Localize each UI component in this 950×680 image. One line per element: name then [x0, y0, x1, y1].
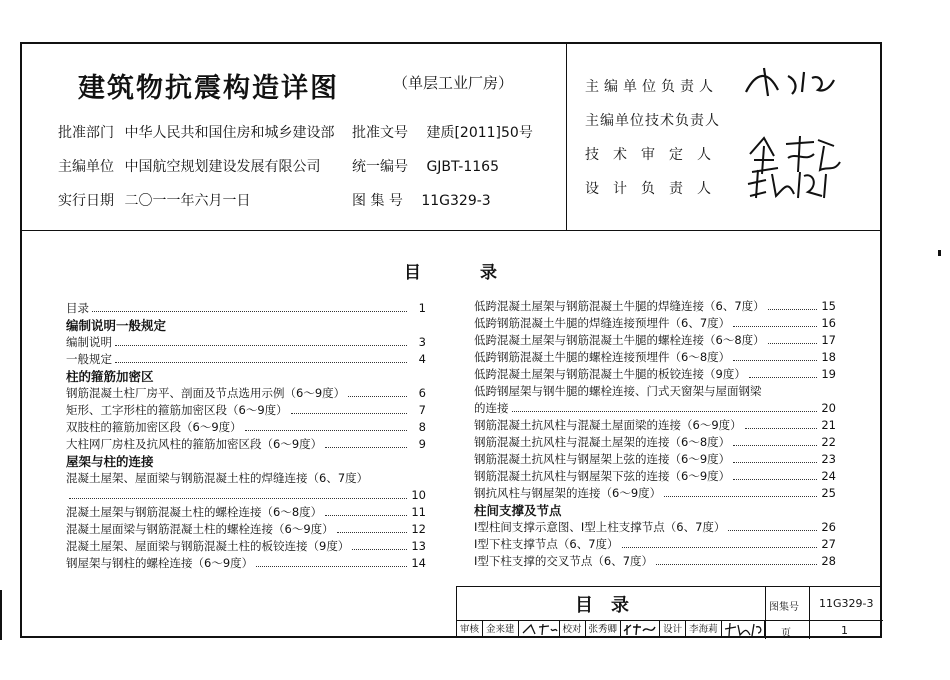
reviewer-signature — [519, 621, 560, 638]
toc-leader-dots — [337, 532, 407, 533]
unified-no-label: 统一编号 — [352, 159, 408, 175]
checker-signature — [621, 621, 660, 638]
toc-entry[interactable] — [474, 298, 836, 315]
toc-entry[interactable] — [474, 349, 836, 366]
title-block-atlas-label: 图集号 — [769, 602, 799, 613]
toc-leader-dots — [325, 515, 407, 516]
toc-page-number: 10 — [411, 488, 426, 502]
toc-entry-title: 钢筋混凝土抗风柱与混凝土屋架的连接（6～8度） — [474, 435, 731, 449]
scan-mark — [938, 250, 941, 256]
toc-leader-dots — [256, 566, 407, 567]
toc-section-heading: 柱间支撑及节点 — [474, 503, 562, 518]
toc-entry[interactable] — [474, 468, 836, 485]
toc-page-number: 17 — [821, 333, 836, 347]
toc-entry-title: I型下柱支撑节点（6、7度） — [474, 537, 619, 551]
toc-entry[interactable] — [474, 332, 836, 349]
toc-entry[interactable] — [474, 434, 836, 451]
toc-entry-title: 低跨混凝土屋架与钢筋混凝土牛腿的焊缝连接（6、7度） — [474, 299, 765, 313]
toc-leader-dots — [664, 496, 817, 497]
toc-leader-dots — [728, 530, 817, 531]
toc-leader-dots — [733, 479, 817, 480]
effective-date-row — [58, 190, 250, 210]
toc-page-number: 16 — [821, 316, 836, 330]
toc-right-column — [474, 298, 836, 570]
toc-entry[interactable] — [474, 366, 836, 383]
page-title: 建筑物抗震构造详图 — [78, 73, 339, 104]
title-block-signoff-row — [457, 621, 765, 638]
title-block-atlas-no: 11G329-3 — [819, 597, 874, 610]
toc-entry[interactable] — [474, 485, 836, 502]
toc-entry[interactable] — [474, 536, 836, 553]
toc-page-number: 20 — [821, 401, 836, 415]
toc-leader-dots — [69, 498, 407, 499]
toc-page-number: 15 — [821, 299, 836, 313]
toc-entry[interactable] — [66, 538, 426, 555]
toc-entry-title: 双肢柱的箍筋加密区段（6～9度） — [66, 420, 242, 434]
toc-page-number: 12 — [411, 522, 426, 536]
toc-page-number: 1 — [418, 301, 426, 315]
page-subtitle: （单层工业厂房） — [393, 74, 514, 92]
designer-signature — [722, 621, 765, 638]
toc-entry[interactable] — [66, 487, 426, 504]
approving-dept-label: 批准部门 — [58, 125, 114, 141]
toc-leader-dots — [768, 343, 817, 344]
toc-entry-title: 低跨混凝土屋架与钢筋混凝土牛腿的螺栓连接（6～8度） — [474, 333, 765, 347]
toc-left-column — [66, 300, 426, 572]
effective-date: 二〇一一年六月一日 — [124, 193, 251, 209]
toc-entry-title: 的连接 — [474, 401, 509, 415]
toc-page-number: 18 — [821, 350, 836, 364]
responsible-role-3: 技术审定人 — [585, 147, 725, 163]
editor-unit-label: 主编单位 — [58, 159, 114, 175]
toc-page-number: 8 — [418, 420, 426, 434]
toc-entry[interactable] — [66, 419, 426, 436]
scan-edge — [0, 590, 2, 640]
signature-3 — [744, 166, 834, 202]
title-block-page-no: 1 — [841, 624, 848, 637]
toc-entry-title: 一般规定 — [66, 352, 112, 366]
toc-entry[interactable] — [66, 351, 426, 368]
title-block-title: 目录 — [575, 594, 647, 616]
toc-entry-title: 混凝土屋架、屋面梁与钢筋混凝土柱的板铰连接（9度） — [66, 539, 350, 553]
toc-entry[interactable] — [474, 400, 836, 417]
editor-unit: 中国航空规划建设发展有限公司 — [124, 159, 321, 175]
toc-entry-title: 钢筋混凝土抗风柱与混凝土屋面梁的连接（6～9度） — [474, 418, 742, 432]
toc-leader-dots — [348, 396, 407, 397]
approval-no-label: 批准文号 — [352, 125, 408, 141]
toc-page-number: 13 — [411, 539, 426, 553]
toc-section-heading: 柱的箍筋加密区 — [66, 369, 154, 384]
atlas-no-label: 图 集 号 — [352, 193, 403, 209]
approval-no: 建质[2011]50号 — [426, 125, 533, 141]
toc-page-number: 21 — [821, 418, 836, 432]
toc-entry-text: 低跨钢屋架与钢牛腿的螺栓连接、门式天窗架与屋面钢梁 — [474, 384, 762, 398]
toc-page-number: 4 — [418, 352, 426, 366]
toc-entry-title: 钢抗风柱与钢屋架的连接（6～9度） — [474, 486, 662, 500]
toc-section-heading: 编制说明一般规定 — [66, 318, 167, 333]
toc-page-number: 26 — [821, 520, 836, 534]
toc-page-number: 24 — [821, 469, 836, 483]
toc-page-number: 23 — [821, 452, 836, 466]
toc-leader-dots — [733, 360, 817, 361]
toc-entry[interactable] — [66, 334, 426, 351]
approval-no-row — [352, 122, 533, 142]
toc-leader-dots — [622, 547, 817, 548]
toc-leader-dots — [245, 430, 407, 431]
toc-leader-dots — [745, 428, 817, 429]
toc-entry-title: 低跨混凝土屋架与钢筋混凝土牛腿的板铰连接（9度） — [474, 367, 746, 381]
toc-entry-title: 低跨钢筋混凝土牛腿的螺栓连接预埋件（6～8度） — [474, 350, 731, 364]
toc-leader-dots — [768, 309, 817, 310]
toc-entry-title: 钢屋架与钢柱的螺栓连接（6～9度） — [66, 556, 254, 570]
toc-entry[interactable] — [474, 315, 836, 332]
toc-entry[interactable] — [66, 402, 426, 419]
toc-page-number: 14 — [411, 556, 426, 570]
toc-page-number: 22 — [821, 435, 836, 449]
title-block-page-label: 页 — [781, 628, 791, 639]
toc-leader-dots — [656, 564, 817, 565]
toc-leader-dots — [733, 326, 817, 327]
toc-page-number: 27 — [821, 537, 836, 551]
effective-date-label: 实行日期 — [58, 193, 114, 209]
toc-entry-title: 钢筋混凝土柱厂房平、剖面及节点选用示例（6～9度） — [66, 386, 346, 400]
toc-entry[interactable] — [66, 385, 426, 402]
toc-entry[interactable] — [66, 504, 426, 521]
toc-page-number: 7 — [418, 403, 426, 417]
toc-entry-title: 目录 — [66, 301, 89, 315]
toc-entry[interactable] — [66, 436, 426, 453]
responsible-role-2: 主编单位技术负责人 — [585, 113, 720, 129]
toc-entry[interactable] — [474, 519, 836, 536]
toc-entry[interactable] — [474, 417, 836, 434]
approving-dept: 中华人民共和国住房和城乡建设部 — [124, 125, 335, 141]
title-block — [456, 586, 882, 638]
toc-entry-title: 钢筋混凝土抗风柱与钢屋架下弦的连接（6～9度） — [474, 469, 731, 483]
toc-page-number: 11 — [411, 505, 426, 519]
toc-page-number: 19 — [821, 367, 836, 381]
toc-entry[interactable] — [66, 555, 426, 572]
toc-leader-dots — [749, 377, 817, 378]
unified-no: GJBT-1165 — [426, 159, 499, 175]
toc-entry-text: 混凝土屋架、屋面梁与钢筋混凝土柱的焊缝连接（6、7度） — [66, 471, 369, 485]
toc-entry-title: I型下柱支撑的交叉节点（6、7度） — [474, 554, 654, 568]
toc-leader-dots — [115, 362, 407, 363]
toc-entry-title: 混凝土屋面梁与钢筋混凝土柱的螺栓连接（6～9度） — [66, 522, 334, 536]
toc-leader-dots — [733, 462, 817, 463]
toc-entry[interactable] — [474, 451, 836, 468]
toc-heading-right: 录 — [480, 263, 497, 283]
atlas-no-row — [352, 190, 491, 210]
check-label: 校对 — [560, 621, 586, 638]
designer-name: 李海莉 — [686, 621, 722, 638]
toc-page-number: 6 — [418, 386, 426, 400]
toc-entry-title: 钢筋混凝土抗风柱与钢屋架上弦的连接（6～9度） — [474, 452, 731, 466]
design-label: 设计 — [660, 621, 686, 638]
toc-section-heading: 屋架与柱的连接 — [66, 454, 154, 469]
signature-1 — [738, 62, 848, 102]
unified-no-row — [352, 156, 499, 176]
toc-entry[interactable] — [474, 553, 836, 570]
toc-leader-dots — [512, 411, 818, 412]
editor-unit-row — [58, 156, 320, 176]
toc-leader-dots — [291, 413, 407, 414]
toc-page-number: 28 — [821, 554, 836, 568]
responsible-role-4: 设计负责人 — [585, 181, 725, 197]
toc-leader-dots — [325, 447, 407, 448]
responsible-role-1: 主编单位负责人 — [585, 79, 718, 95]
toc-entry-title: 大柱网厂房柱及抗风柱的箍筋加密区段（6～9度） — [66, 437, 323, 451]
toc-entry[interactable] — [66, 300, 426, 317]
toc-page-number: 3 — [418, 335, 426, 349]
atlas-no: 11G329-3 — [421, 193, 491, 209]
toc-leader-dots — [115, 345, 407, 346]
toc-entry-title: 编制说明 — [66, 335, 112, 349]
header-column-divider — [566, 42, 567, 231]
toc-entry[interactable] — [66, 521, 426, 538]
toc-entry-title: 混凝土屋架与钢筋混凝土柱的螺栓连接（6～8度） — [66, 505, 323, 519]
toc-leader-dots — [92, 311, 407, 312]
toc-leader-dots — [733, 445, 817, 446]
toc-page-number: 25 — [821, 486, 836, 500]
header-divider — [20, 230, 882, 231]
toc-entry-title: 低跨钢筋混凝土牛腿的焊缝连接预埋件（6、7度） — [474, 316, 731, 330]
toc-entry-title: 矩形、工字形柱的箍筋加密区段（6～9度） — [66, 403, 288, 417]
toc-heading-left: 目 — [404, 263, 421, 283]
toc-leader-dots — [352, 549, 407, 550]
reviewer-name: 金来建 — [483, 621, 519, 638]
approving-dept-row — [58, 122, 334, 142]
toc-page-number: 9 — [418, 437, 426, 451]
toc-entry-title: I型柱间支撑示意图、I型上柱支撑节点（6、7度） — [474, 520, 726, 534]
checker-name: 张秀卿 — [586, 621, 622, 638]
review-label: 审核 — [457, 621, 483, 638]
